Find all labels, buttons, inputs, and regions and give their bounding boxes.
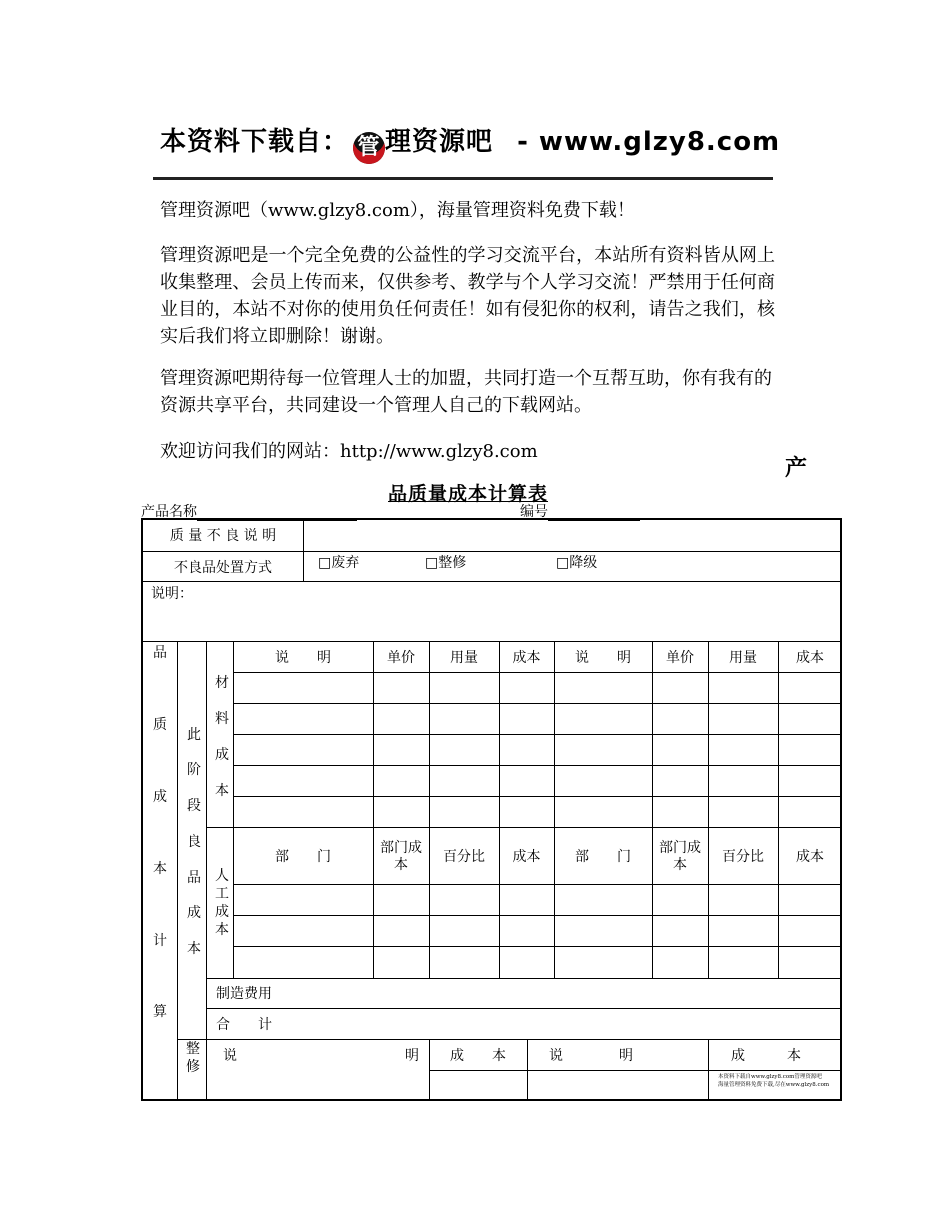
material-label-2: 料 [215, 711, 229, 727]
side-label-2: 质 [153, 717, 167, 733]
material-header-qty-2: 用量 [729, 650, 757, 666]
stage-label-7: 本 [187, 941, 201, 957]
material-header-desc-1: 说 明 [275, 650, 331, 666]
material-label-3: 成 [215, 747, 229, 763]
material-header-price-2: 单价 [666, 650, 694, 666]
labor-header-dept-1: 部 门 [275, 849, 331, 865]
labor-header-percent-2: 百分比 [722, 849, 764, 865]
rework-label-1: 整 [186, 1041, 200, 1057]
side-label-5: 计 [153, 933, 167, 949]
footer-note-1: 本资料下载自www.glzy8.com管理资源吧 [718, 1074, 822, 1080]
labor-label-2: 工 [215, 886, 229, 902]
download-banner [160, 125, 780, 164]
labor-header-cost-1: 成本 [512, 849, 541, 865]
banner-url: - www.glzy8.com [517, 127, 781, 157]
option-downgrade[interactable]: □降级 [556, 555, 598, 571]
stage-label-1: 此 [187, 727, 201, 743]
material-header-cost-1: 成本 [512, 650, 541, 666]
material-label-1: 材 [215, 675, 229, 691]
material-label-4: 本 [215, 783, 229, 799]
intro-paragraph-4: 欢迎访问我们的网站：http://www.glzy8.com [160, 441, 538, 462]
option-scrap[interactable]: □废弃 [318, 555, 360, 571]
banner-prefix: 本资料下载自： [160, 127, 350, 157]
stage-label-3: 段 [187, 798, 201, 814]
material-header-desc-2: 说 明 [575, 650, 631, 666]
material-header-price-1: 单价 [387, 650, 415, 666]
labor-header-dept-2: 部 门 [575, 849, 631, 865]
defect-desc-input[interactable] [323, 526, 843, 548]
material-header-cost-2: 成本 [796, 650, 824, 666]
defect-desc-label: 质 量 不 良 说 明 [169, 528, 277, 544]
site-logo-icon: 管 [353, 132, 385, 164]
side-label-6: 算 [153, 1004, 167, 1020]
stage-label-6: 成 [187, 905, 201, 921]
labor-label-3: 成 [215, 904, 229, 920]
banner-divider [153, 177, 773, 180]
quality-cost-table [141, 518, 842, 1101]
option-rework[interactable]: □整修 [425, 555, 467, 571]
labor-header-percent-1: 百分比 [443, 849, 485, 865]
footer-note-2: 海量管理资料免费下载,尽在www.glzy8.com [718, 1082, 830, 1088]
rework-header-cost-1: 成 本 [450, 1048, 506, 1064]
stage-label-4: 良 [187, 834, 201, 850]
note-label: 说明： [151, 586, 193, 602]
labor-header-dept-cost-2: 部门成本 [659, 840, 701, 873]
labor-label-4: 本 [215, 922, 229, 938]
product-name-label: 产品名称 [141, 504, 197, 520]
labor-header-cost-2: 成本 [796, 849, 824, 865]
stage-label-2: 阶 [187, 762, 201, 778]
form-title: 品质量成本计算表 [388, 483, 549, 505]
rework-header-desc-1: 说 明 [223, 1048, 419, 1064]
intro-paragraph-2: 管理资源吧是一个完全免费的公益性的学习交流平台，本站所有资料皆从网上收集整理、会员上传而来，仅供参考、教学与个人学习交流！严禁用于任何商业目的，本站不对你的使用负任何责任！如有侵犯你的权利，请告之我们，核实后我们将立即删除！谢谢。 [160, 245, 775, 347]
number-label: 编号 [520, 504, 548, 520]
stage-label-5: 品 [187, 870, 201, 886]
side-label-1: 品 [153, 645, 167, 661]
rework-label-2: 修 [186, 1059, 200, 1075]
disposal-label: 不良品处置方式 [174, 560, 272, 576]
labor-header-dept-cost-1: 部门成本 [380, 840, 422, 873]
total-label: 合 计 [216, 1017, 272, 1033]
side-label-3: 成 [153, 789, 167, 805]
labor-label-1: 人 [215, 868, 229, 884]
rework-header-cost-2: 成 本 [731, 1048, 801, 1064]
side-label-4: 本 [153, 861, 167, 877]
title-first-char: 产 [785, 456, 808, 481]
manufacturing-cost-label: 制造费用 [216, 986, 272, 1002]
rework-header-desc-2: 说 明 [549, 1048, 633, 1064]
material-header-qty-1: 用量 [450, 650, 478, 666]
intro-paragraph-3: 管理资源吧期待每一位管理人士的加盟，共同打造一个互帮互助，你有我有的资源共享平台，共同建设一个管理人自己的下载网站。 [160, 368, 772, 416]
banner-site-name: 理资源吧 [385, 127, 494, 157]
intro-paragraph-1: 管理资源吧（www.glzy8.com），海量管理资料免费下载！ [160, 200, 635, 221]
